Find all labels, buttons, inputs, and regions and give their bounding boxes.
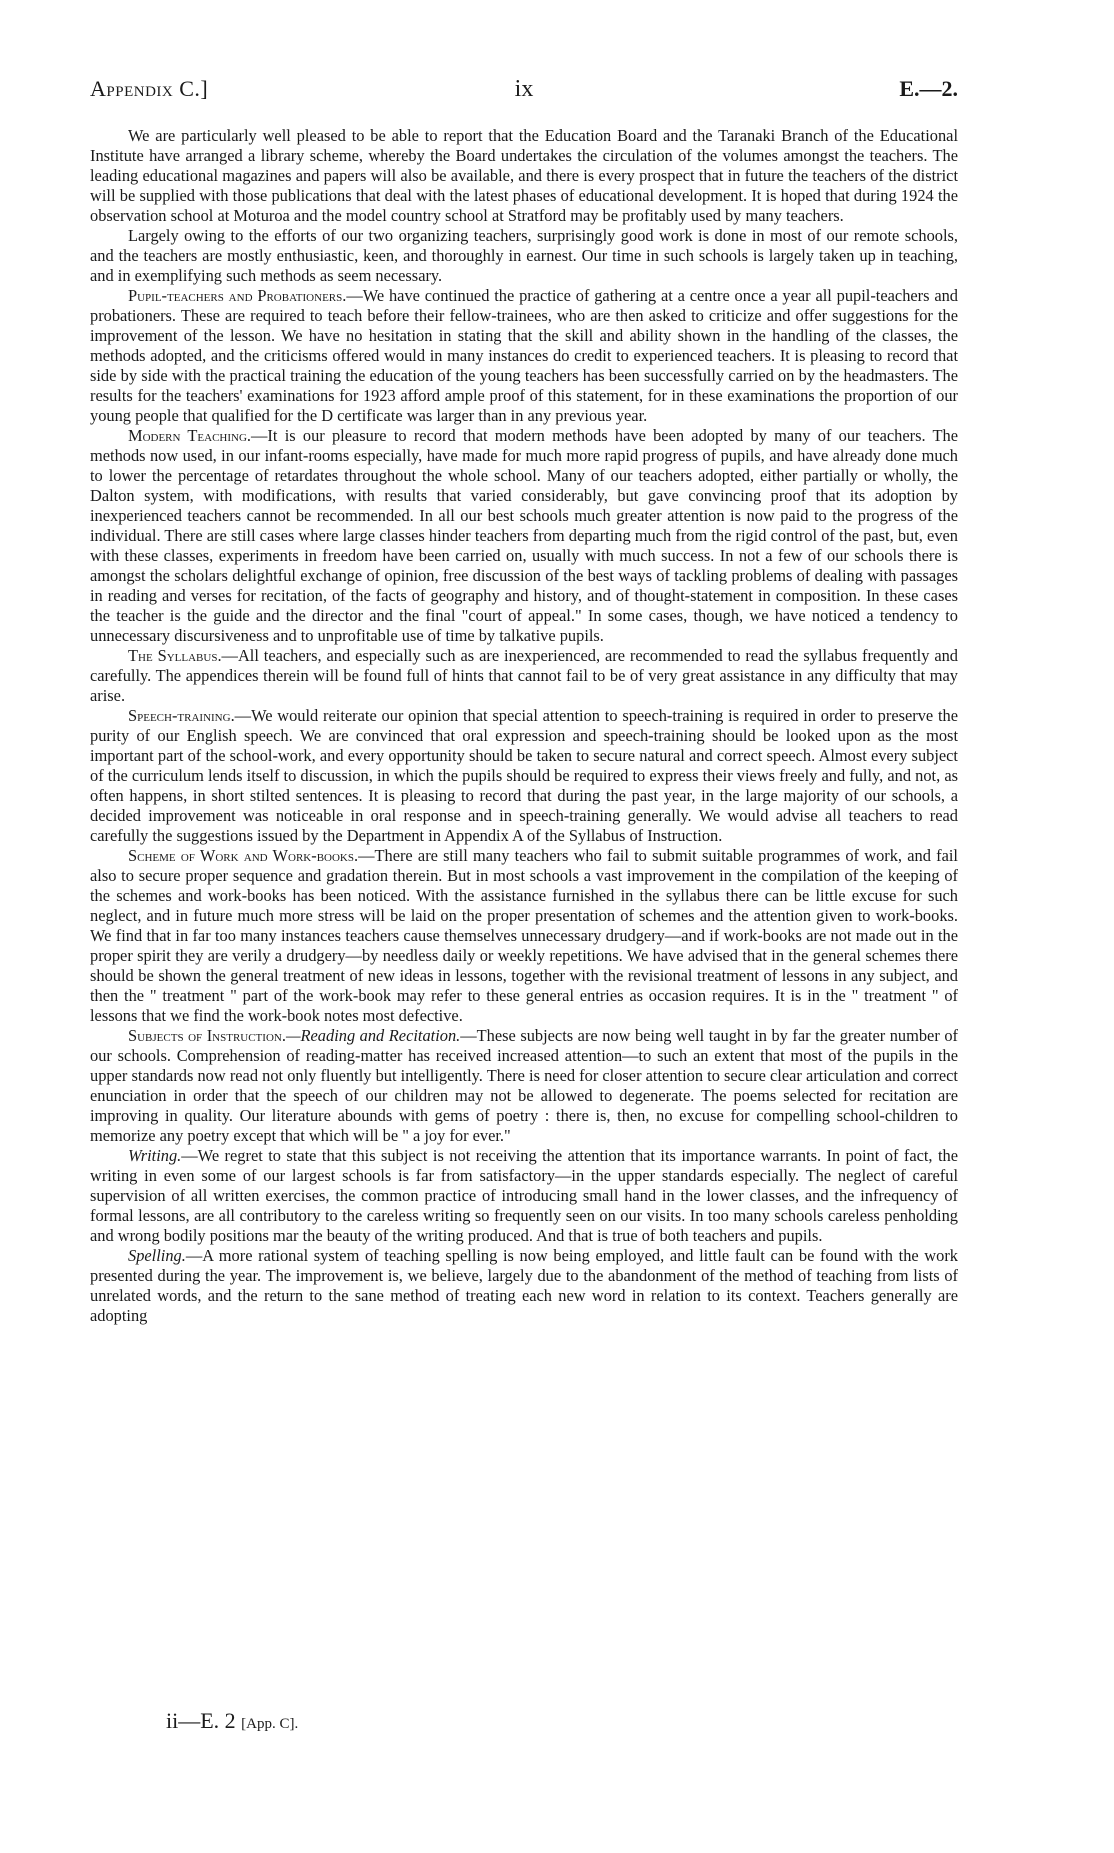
paragraph-text: —We have continued the practice of gathering at a centre once a year all pupil-teachers and probationers. These are required to teach before their fellow-trainees, who are then asked to criticize and offer suggestions for the improvement of the lesson. We have no hesitation in stating that the skill and ability shown in the handling of the classes, the methods adopted, and the criticisms offered would in many instances do credit to experienced teachers. It is pleasing to record that side by side with the practical training the education of the young teachers has been successfully carried on by the headmasters. The results for the teachers' examinations for 1923 afford ample proof of this statement, for in these examinations the proportion of our young people that qualified for the D certificate was larger than in any previous year.	[90, 286, 958, 425]
appendix-label: Appendix C.]	[90, 76, 209, 101]
paragraph-organizing-teachers	[90, 226, 958, 286]
paragraph-text: —We would reiterate our opinion that special attention to speech-training is required in order to preserve the purity of our English speech. We are convinced that oral expression and speech-training should be looked upon as the most important part of the school-work, and every opportunity should be taken to secure natural and correct speech. Almost every subject of the curriculum lends itself to discussion, in which the pupils should be required to express their views freely and fully, and not, as often happens, in short stilted sentences. It is pleasing to record that during the past year, in the large majority of our schools, a decided improvement was noticeable in oral response and in speech-training generally. We would advise all teachers to read carefully the suggestions issued by the Department in Appendix A of the Syllabus of Instruction.	[90, 706, 958, 845]
paragraph-text: —All teachers, and especially such as are inexperienced, are recommended to read the syllabus frequently and carefully. The appendices therein will be found full of hints that cannot fail to be of very great assistance in any difficulty that may arise.	[90, 646, 958, 705]
paragraph-text: —A more rational system of teaching spelling is now being employed, and little fault can be found with the work presented during the year. The improvement is, we believe, largely due to the abandonment of the method of teaching from lists of unrelated words, and the return to the sane method of treating each new word in relation to its context. Teachers generally are adopting	[90, 1246, 958, 1325]
paragraph-text: —We regret to state that this subject is not receiving the attention that its importance warrants. In point of fact, the writing in even some of our largest schools is far from satisfactory—in the upper standards especially. The neglect of careful supervision of all written exercises, the common practice of introducing small hand in the lower classes, and the infrequency of formal lessons, are all contributory to the careless writing so frequently seen on our visits. In too many schools careless penholding and wrong bodily positions mar the beauty of the writing produced. And that is true of both teachers and pupils.	[90, 1146, 958, 1245]
section-subheading: Spelling.	[128, 1246, 186, 1265]
signature-mark	[166, 1708, 298, 1734]
paragraph-syllabus	[90, 646, 958, 706]
section-heading: Modern Teaching.	[128, 426, 252, 445]
paragraph-text: —There are still many teachers who fail to submit suitable programmes of work, and fail also to secure proper sequence and gradation therein. But in most schools a vast improvement in the compilation of the keeping of the schemes and work-books has been noticed. With the assistance furnished in the syllabus there can be little excuse for such neglect, and in future much more stress will be laid on the proper presentation of schemes and the attention given to work-books. We find that in far too many instances teachers cause themselves unnecessary drudgery—and if work-books are not made out in the proper spirit they are verily a drudgery—by needless daily or weekly repetitions. We have advised that in the general schemes there should be shown the general treatment of new ideas in lessons, together with the revisional treatment of lessons in any subject, and then the " treatment " part of the work-book may refer to these general entries as occasion requires. It is in the " treatment " of lessons that we find the work-book notes most defective.	[90, 846, 958, 1025]
document-code: E.—2.	[899, 76, 958, 101]
section-heading: Scheme of Work and Work-books.	[128, 846, 359, 865]
signature-text: ii—E. 2	[166, 1708, 236, 1733]
paragraph-text: —These subjects are now being well taught in by far the greater number of our schools. Comprehension of reading-matter has received increased attention—to such an extent that most of the pupils in the upper standards now read not only fluently but intelligently. There is need for closer attention to secure clear articulation and correct enunciation in order that the speech of our children may not be allowed to degenerate. The poems selected for recitation are improving in quality. Our literature abounds with gems of poetry : there is, then, no excuse for compelling school-children to memorize any poetry except that which will be " a joy for ever."	[90, 1026, 958, 1145]
paragraph-speech-training	[90, 706, 958, 846]
paragraph-text: —It is our pleasure to record that modern methods have been adopted by many of our teachers. The methods now used, in our infant-rooms especially, have made for much more rapid progress of pupils, and have already done much to lower the percentage of retardates throughout the whole school. Many of our teachers adopted, either partially or wholly, the Dalton system, with modifications, with results that varied considerably, but gave convincing proof that its adoption by inexperienced teachers cannot be recommended. In all our best schools much greater attention is now paid to the progress of the individual. There are still cases where large classes hinder teachers from departing much from the rigid control of the past, but, even with these classes, experiments in freedom have been carried on, usually with much success. In not a few of our schools there is amongst the scholars delightful exchange of opinion, free discussion of the best ways of tackling problems of dealing with passages in reading and verses for recitation, of the facts of geography and history, and of thought-statement in composition. In these cases the teacher is the guide and the director and the final "court of appeal." In some cases, though, we have noticed a tendency to unnecessary discursiveness and to unprofitable use of time by talkative pupils.	[90, 426, 958, 645]
paragraph-text: We are particularly well pleased to be able to report that the Education Board and the Taranaki Branch of the Educational Institute have arranged a library scheme, whereby the Board undertakes the circulation of the volumes amongst the teachers. The leading educational magazines and papers will also be available, and there is every prospect that in future the teachers of the district will be supplied with those publications that deal with the latest phases of educational development. It is hoped that during 1924 the observation school at Moturoa and the model country school at Stratford may be profitably used by many teachers.	[90, 126, 958, 225]
page-number: ix	[514, 76, 534, 102]
section-subheading: —Reading and Recitation.	[285, 1026, 461, 1045]
paragraph-text: Largely owing to the efforts of our two organizing teachers, surprisingly good work is done in most of our remote schools, and the teachers are mostly enthusiastic, keen, and thoroughly in earnest. Our time in such schools is largely taken up in teaching, and in exemplifying such methods as seem necessary.	[90, 226, 958, 285]
paragraph-library-scheme	[90, 126, 958, 226]
body-text	[90, 126, 958, 1326]
section-heading: Speech-training.	[128, 706, 235, 725]
running-header	[90, 76, 958, 106]
section-heading: Subjects of Instruction.	[128, 1026, 286, 1045]
paragraph-writing	[90, 1146, 958, 1246]
section-subheading: Writing.	[128, 1146, 182, 1165]
paragraph-modern-teaching	[90, 426, 958, 646]
signature-bracket: [App. C].	[241, 1716, 299, 1732]
paragraph-subjects-of-instruction	[90, 1026, 958, 1146]
section-heading: Pupil-teachers and Probationers.	[128, 286, 347, 305]
paragraph-scheme-of-work	[90, 846, 958, 1026]
paragraph-pupil-teachers	[90, 286, 958, 426]
paragraph-spelling	[90, 1246, 958, 1326]
section-heading: The Syllabus.	[128, 646, 222, 665]
